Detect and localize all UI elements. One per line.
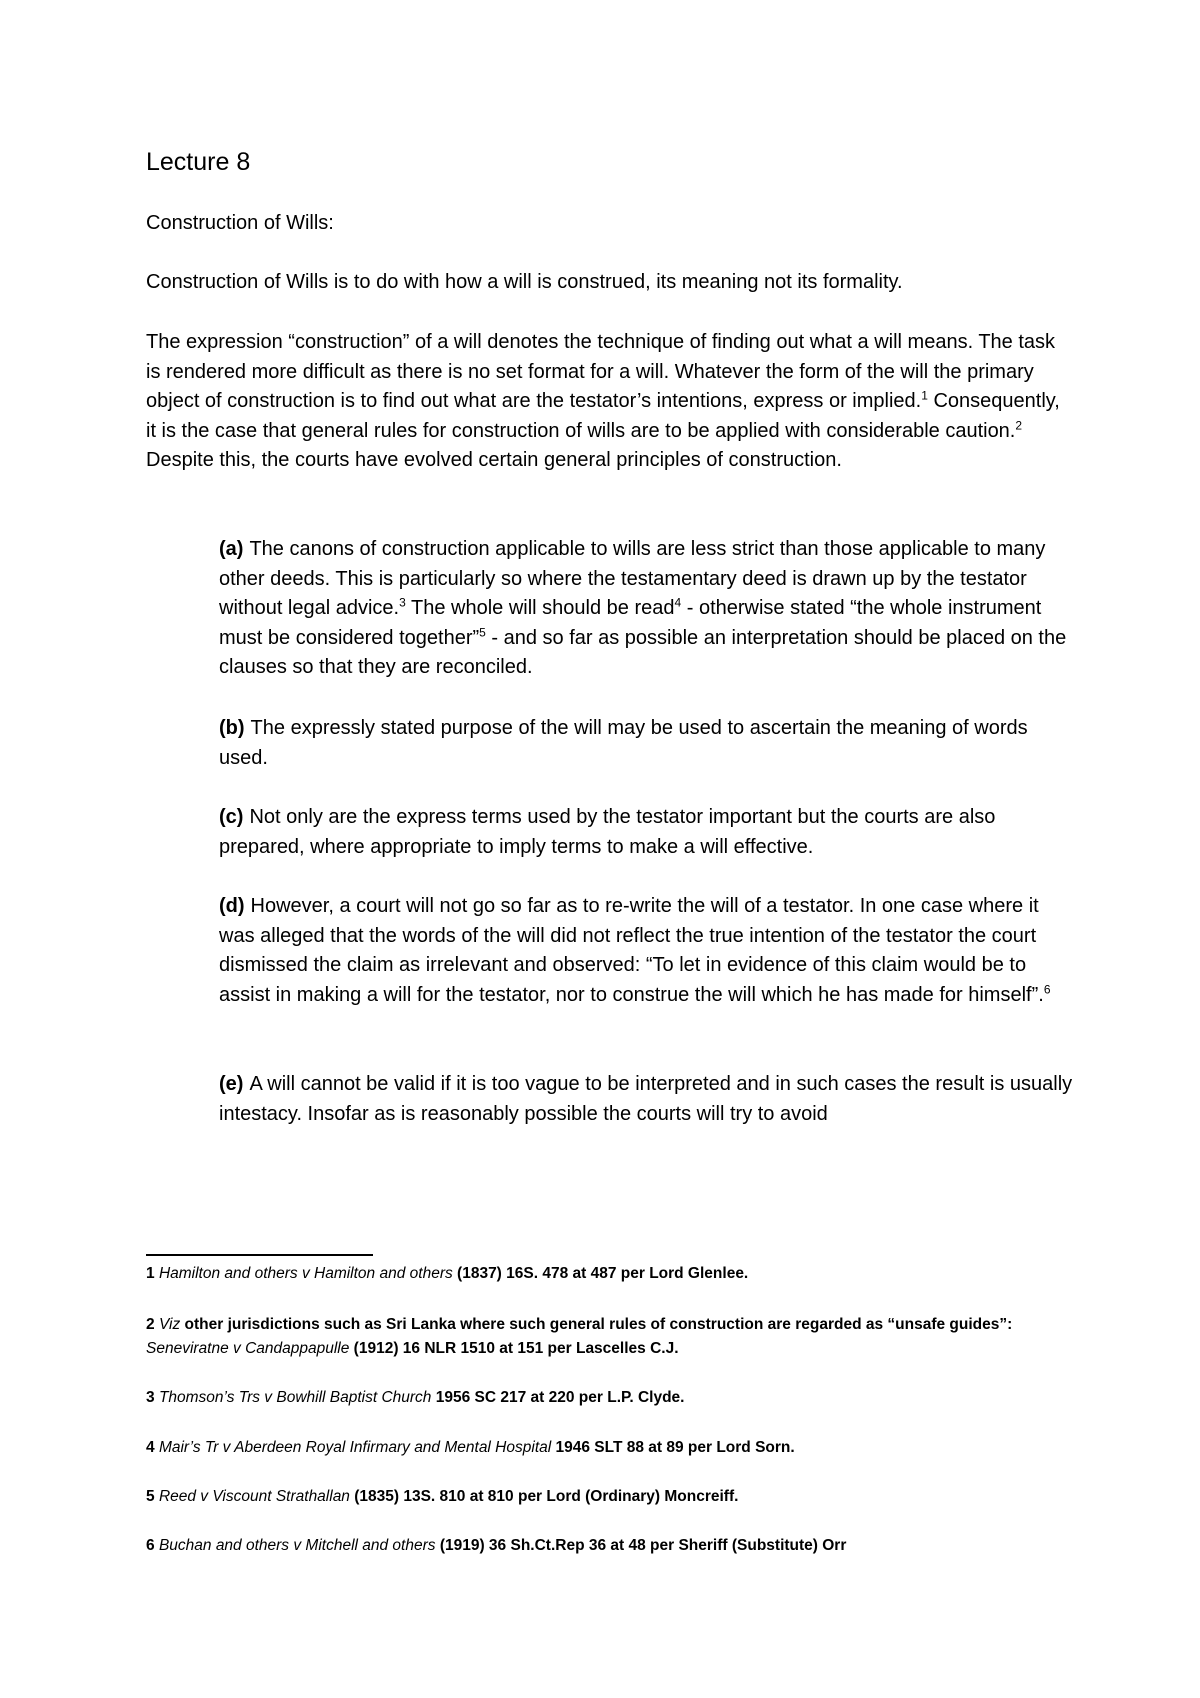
lecture-title: Lecture 8 bbox=[146, 148, 251, 176]
item-label: (d) bbox=[219, 895, 245, 917]
text-run: The expression “construction” of a will denotes the technique of finding out what a will means. The task is rendered more difficult as there is no set format for a will. Whatever the form of the will the primary object of construction is to find out what are the testator’s intentions, express or implied. bbox=[146, 331, 1056, 412]
section-heading: Construction of Wills: bbox=[146, 212, 334, 234]
principle-item-b bbox=[219, 714, 1079, 773]
footnote-ref-5[interactable]: 5 bbox=[479, 624, 486, 639]
intro-paragraph: Construction of Wills is to do with how a will is construed, its meaning not its formality. bbox=[146, 271, 903, 293]
text-run: A will cannot be valid if it is too vague to be interpreted and in such cases the result is usually intestacy. Insofar as is reasonably possible the courts will try to avoid bbox=[219, 1073, 1073, 1125]
footnote-4 bbox=[146, 1436, 1086, 1460]
expression-paragraph bbox=[146, 328, 1066, 476]
footnote-number: 4 bbox=[146, 1439, 155, 1456]
footnote-text: 1956 SC 217 at 220 per L.P. Clyde. bbox=[431, 1389, 685, 1406]
text-run: The whole will should be read bbox=[405, 597, 675, 619]
case-name: Viz bbox=[158, 1316, 181, 1333]
principle-item-c bbox=[219, 803, 1079, 862]
footnote-text: (1912) 16 NLR 1510 at 151 per Lascelles C.J. bbox=[349, 1340, 679, 1357]
footnote-ref-2[interactable]: 2 bbox=[1015, 417, 1023, 432]
footnote-number: 6 bbox=[146, 1537, 155, 1554]
footnote-ref-4[interactable]: 4 bbox=[674, 595, 682, 610]
footnote-ref-6[interactable]: 6 bbox=[1043, 981, 1051, 996]
principle-item-a bbox=[219, 535, 1079, 683]
footnote-number: 5 bbox=[146, 1488, 155, 1505]
text-run: Despite this, the courts have evolved certain general principles of construction. bbox=[146, 449, 842, 471]
text-run: Consequently, it is the case that general rules for construction of wills are to be applied with considerable caution. bbox=[146, 390, 1060, 442]
text-run: - and so far as possible an interpretation should be placed on the clauses so that they are reconciled. bbox=[219, 626, 1067, 678]
footnote-6 bbox=[146, 1534, 1086, 1558]
footnote-ref-3[interactable]: 3 bbox=[399, 595, 406, 610]
footnote-text: (1835) 13S. 810 at 810 per Lord (Ordinary) Moncreiff. bbox=[349, 1488, 739, 1505]
footnote-3 bbox=[146, 1386, 1086, 1410]
text-run: The canons of construction applicable to wills are less strict than those applicable to many other deeds. This is particularly so where the testamentary deed is drawn up by the testator without legal advice. bbox=[219, 538, 1046, 619]
footnote-1 bbox=[146, 1262, 1086, 1286]
case-name: Mair’s Tr v Aberdeen Royal Infirmary and Mental Hospital bbox=[158, 1439, 552, 1456]
text-run: Not only are the express terms used by the testator important but the courts are also prepared, where appropriate to imply terms to make a will effective. bbox=[219, 806, 996, 858]
footnote-text: 1946 SLT 88 at 89 per Lord Sorn. bbox=[551, 1439, 795, 1456]
footnote-text: (1837) 16S. 478 at 487 per Lord Glenlee. bbox=[452, 1265, 749, 1282]
case-name: Seneviratne v Candappapulle bbox=[146, 1340, 350, 1357]
case-name: Hamilton and others v Hamilton and others bbox=[158, 1265, 453, 1282]
footnote-text: other jurisdictions such as Sri Lanka where such general rules of construction are regarded as “unsafe guides”: bbox=[180, 1316, 1013, 1333]
footnote-number: 1 bbox=[146, 1265, 155, 1282]
principle-item-e bbox=[219, 1070, 1079, 1129]
text-run: - otherwise stated “the whole instrument must be considered together” bbox=[219, 597, 1042, 649]
item-label: (b) bbox=[219, 717, 245, 739]
item-label: (e) bbox=[219, 1073, 244, 1095]
footnote-number: 3 bbox=[146, 1389, 155, 1406]
footnote-5 bbox=[146, 1485, 1086, 1509]
footnote-text: (1919) 36 Sh.Ct.Rep 36 at 48 per Sheriff (Substitute) Orr bbox=[435, 1537, 847, 1554]
footnote-separator bbox=[146, 1254, 373, 1256]
item-label: (a) bbox=[219, 538, 244, 560]
case-name: Reed v Viscount Strathallan bbox=[158, 1488, 350, 1505]
principle-item-d bbox=[219, 892, 1079, 1010]
case-name: Buchan and others v Mitchell and others bbox=[158, 1537, 436, 1554]
text-run: However, a court will not go so far as to re-write the will of a testator. In one case where it was alleged that the words of the will did not reflect the true intention of the testator the court dismissed the claim as irrelevant and observed: “To let in evidence of this claim would be to assist in making a will for the testator, nor to construe the will which he has made for himself”. bbox=[219, 895, 1044, 1006]
footnote-ref-1[interactable]: 1 bbox=[921, 388, 928, 403]
footnote-2 bbox=[146, 1313, 1086, 1361]
footnote-number: 2 bbox=[146, 1316, 155, 1333]
item-label: (c) bbox=[219, 806, 244, 828]
text-run: The expressly stated purpose of the will may be used to ascertain the meaning of words used. bbox=[219, 717, 1028, 769]
case-name: Thomson’s Trs v Bowhill Baptist Church bbox=[158, 1389, 432, 1406]
